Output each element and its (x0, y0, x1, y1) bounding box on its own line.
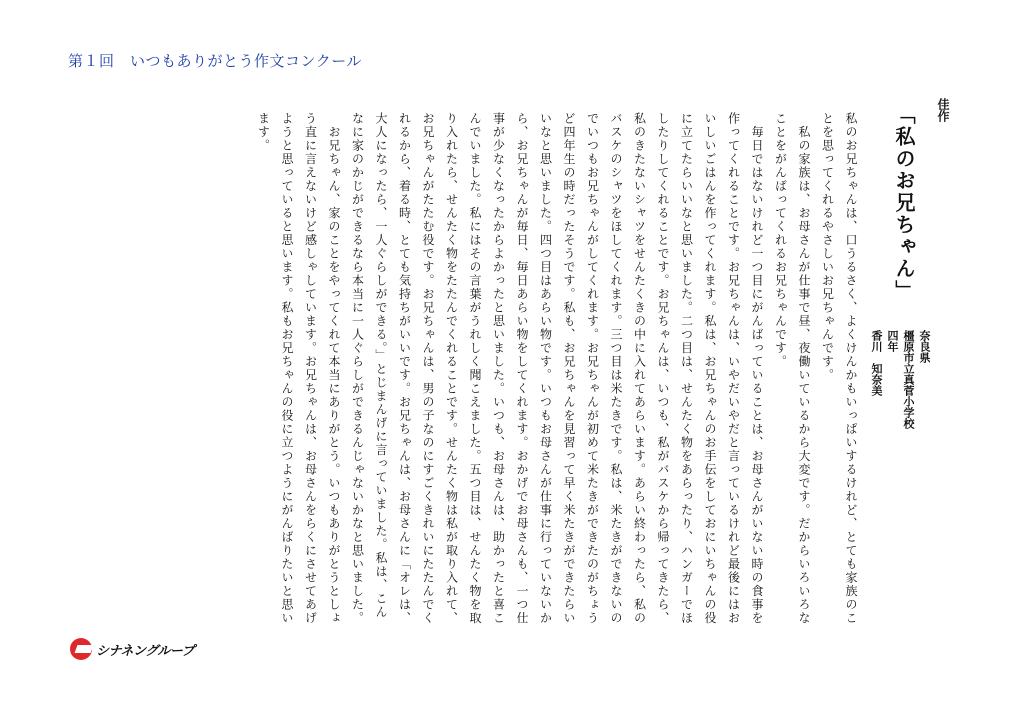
author-name: 香川 知奈美 (870, 330, 883, 396)
company-logo (70, 638, 194, 660)
essay-paragraph: お兄ちゃん、家のことをやってくれて本当にありがとう。いつもありがとうとしょう直に言えないけど感しゃしています。お兄ちゃんは、お母さんをらくにさせてあげようと思っていると思います。私もお兄ちゃんの役に立つようにがんばりたいと思います。 (256, 112, 341, 625)
essay-paragraph: 私のお兄ちゃんは、口うるさく、よくけんかもいっぱいするけれど、とても家族のことを思ってくれるやさしいお兄ちゃんです。 (820, 112, 858, 625)
essay-body (251, 112, 862, 632)
essay-paragraph: 毎日ではないけれど一つ目にがんばっていることは、お母さんがいない時の食事を作ってくれることです。お兄ちゃんは、いやだいやだと言っているけれど最後にはおいしいごはんを作ってくれます。私は、お兄ちゃんのお手伝をしておにいちゃんの役に立てたらいいなと思いました。二つ目は、せんたく物をあらったり、ハンガーでほしたりしてくれることです。お兄ちゃんは、いつも、私がバスケから帰ってきたら、私のきたないシャツをせんたくきの中に入れてあらいます。あらい終わったら、私のバスケのシャツをほしてくれます。三つ目は米たきです。私は、米たきができないのでいつもお兄ちゃんがしてくれます。お兄ちゃんが初めて米たきができたのがちょうど四年生の時だったそうです。私も、お兄ちゃんを見習って早く米たきができたらいいなと思いました。四つ目はあらい物です。いつもお母さんが仕事に行っていないから、お兄ちゃんが毎日、毎日あらい物をしてくれます。おかげでお母さんも、一つ仕事が少なくなったからよかったと思いました。いつも、お母さんは、助かったと喜こんでいました。私にはその言葉がうれしく聞こえました。五つ目は、せんたく物を取り入れたら、せんたく物をたたんでくれることです。せんたく物は私が取り入れて、お兄ちゃんがたたむ役です。お兄ちゃんは、男の子なのにすごくきれいにたたんでくれるから、着る時、とても気持ちがいいです。お兄ちゃんは、お母さんに「オレは、大人になったら、一人ぐらしができる。」とじまんげに言っていました。私は、こんなに家のかじができるなら本当に一人ぐらしができるんじゃないかなと思いました。 (350, 112, 764, 625)
award-label: 佳作 (936, 98, 950, 122)
author-grade: 四年 (886, 330, 899, 352)
contest-title: 第１回 いつもありがとう作文コンクール (68, 52, 362, 70)
essay-title: 「私のお兄ちゃん」 (892, 104, 916, 302)
author-prefecture: 奈良県 (918, 330, 931, 363)
logo-mark-icon (70, 638, 92, 660)
author-school: 橿原市立真菅小学校 (902, 330, 915, 429)
essay-paragraph: 私の家族は、お母さんが仕事で昼、夜働いているから大変です。だからいろいろなことをがんばってくれるお兄ちゃんです。 (773, 112, 811, 625)
author-info (868, 330, 932, 630)
logo-text: シナネングループ (96, 643, 195, 659)
